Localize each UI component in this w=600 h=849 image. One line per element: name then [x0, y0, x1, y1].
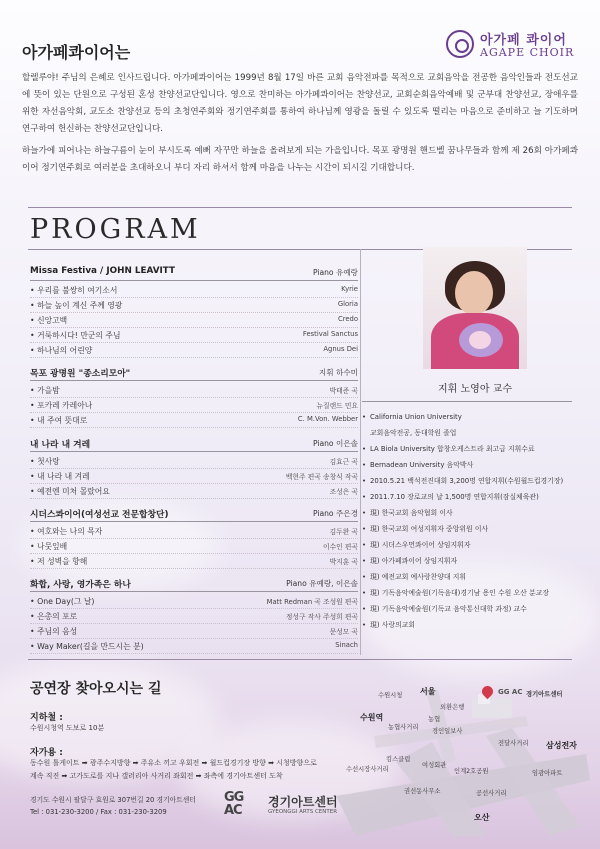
- program-item: [30, 639, 358, 654]
- map-label: 외환은행: [440, 704, 465, 711]
- car-directions-line2: 계속 직진 ➡ 고가도로를 지나 갤러리아 사거리 좌회전 ➡ 좌측에 경기아트센터 도착: [30, 772, 283, 780]
- program-item: [30, 624, 358, 639]
- item-credit: 이수인 편곡: [323, 543, 358, 551]
- venue-map: [336, 676, 590, 836]
- program-section: [30, 506, 358, 569]
- item-title: • 주님의 음성: [30, 626, 77, 637]
- map-label: 수원역: [360, 713, 384, 722]
- venue-phone: Tel : 031-230-3200 / Fax : 031-230-3209: [30, 808, 167, 816]
- bio-item: • 現) 예전교회 예사랑찬양대 지휘: [364, 569, 576, 585]
- agape-choir-logo: [446, 30, 576, 62]
- map-label: 임광아파트: [532, 770, 563, 777]
- program-heading: PROGRAM: [30, 214, 201, 245]
- program-section: [30, 365, 358, 428]
- conductor-photo: [423, 247, 527, 369]
- program-item: [30, 413, 358, 428]
- arts-center-name-en: GYEONGGI ARTS CENTER: [268, 809, 338, 815]
- map-label: 여성회관: [422, 762, 447, 769]
- map-label: 수선시장사거리: [346, 766, 389, 773]
- arts-center-mark-icon: GG AC: [224, 790, 244, 818]
- map-logo-mark-icon: GG AC: [498, 688, 523, 696]
- venue-address: 경기도 수원시 팔달구 효원로 307번길 20 경기아트센터: [30, 796, 196, 804]
- program-item: [30, 313, 358, 328]
- section-title: 화합, 사랑, 영가족은 하나: [30, 580, 131, 590]
- section-credit: Piano 주은경: [312, 509, 358, 518]
- bio-item: • 現) 시더스우먼콰이어 상임지휘자: [364, 537, 576, 553]
- bio-item: • 現) 한국교회 음악협회 이사: [364, 505, 576, 521]
- program-item: [30, 383, 358, 398]
- choir-emblem-icon: [446, 30, 474, 58]
- divider: [28, 659, 572, 660]
- bio-item: • 現) 한국교회 여성지휘자 중앙위원 이사: [364, 521, 576, 537]
- item-title: • 우리를 불쌍히 여기소서: [30, 285, 117, 296]
- item-title: • 나뭇잎배: [30, 541, 67, 552]
- item-credit: 정성구 작사 주성희 편곡: [285, 613, 358, 621]
- item-credit: Matt Redman 곡 조성원 편곡: [266, 598, 358, 606]
- item-credit: 문성모 곡: [329, 628, 358, 636]
- arts-center-name: 경기아트센터: [268, 795, 338, 809]
- item-title: • 하늘 높이 계신 주께 영광: [30, 300, 122, 311]
- item-credit: Gloria: [337, 300, 358, 308]
- program-item: [30, 539, 358, 554]
- section-title: 내 나라 내 겨레: [30, 440, 91, 450]
- section-credit: Piano 이은솔: [312, 439, 358, 448]
- program-item: [30, 328, 358, 343]
- item-title: • 포카레 카레아나: [30, 400, 92, 411]
- divider: [28, 207, 572, 208]
- item-credit: C. M.Von. Webber: [297, 415, 358, 423]
- conductor-name: 지휘 노영아 교수: [438, 384, 512, 395]
- item-title: • 여호와는 나의 목자: [30, 526, 102, 537]
- item-credit: 뉴질랜드 민요: [316, 402, 358, 410]
- section-credit: Piano 유예랑, 이은솔: [286, 579, 358, 588]
- bio-item: 교회음악전공, 동대학원 졸업: [370, 429, 457, 437]
- program-section: [30, 265, 358, 358]
- bio-item: • 現) 사랑의교회: [364, 617, 576, 633]
- gyeonggi-arts-center-logo: [224, 791, 354, 823]
- item-credit: 김효근 곡: [329, 458, 358, 466]
- item-title: • 가을밤: [30, 385, 60, 396]
- section-credit: 지휘 하수미: [318, 368, 358, 377]
- program-item: [30, 594, 358, 609]
- bio-item: • 現) 기독음악예술원(기독음대)경기남 용인 수원 오산 분교장: [364, 585, 576, 601]
- car-label: 자가용 :: [30, 748, 63, 758]
- program-section: [30, 576, 358, 654]
- item-title: • 거룩하시다! 만군의 주님: [30, 330, 120, 341]
- subway-text: 수원시청역 도보로 10분: [30, 724, 105, 732]
- map-label: 권선동사무소: [404, 788, 441, 795]
- map-label: 오산: [474, 813, 490, 822]
- map-label: 서울: [420, 687, 436, 696]
- item-credit: 박태준 곡: [329, 387, 358, 395]
- conductor-bio: [364, 409, 576, 633]
- bio-item: • LA Biola University 합창오케스트라 최고급 지휘수료: [364, 441, 576, 457]
- map-label: 경인일보사: [432, 728, 463, 735]
- item-title: • 은총의 포로: [30, 611, 77, 622]
- map-label: 전달사거리: [498, 740, 529, 747]
- logo-korean: 아가페 콰이어: [480, 33, 567, 48]
- logo-english: AGAPE CHOIR: [480, 46, 575, 59]
- item-credit: Kyrie: [341, 285, 358, 293]
- section-credit: Piano 유예랑: [312, 268, 358, 277]
- map-label: 공선사거리: [476, 790, 507, 797]
- item-credit: Credo: [337, 315, 358, 323]
- map-label: 농협사거리: [388, 724, 419, 731]
- section-title: 시더스콰이어(여성선교 전문합창단): [30, 510, 169, 520]
- item-credit: 김두완 곡: [329, 528, 358, 536]
- item-credit: Agnus Dei: [323, 345, 358, 353]
- directions-heading: 공연장 찾아오시는 길: [30, 681, 162, 697]
- item-title: • 내 나라 내 겨레: [30, 471, 90, 482]
- item-credit: 박지훈 곡: [329, 558, 358, 566]
- program-section: [30, 436, 358, 499]
- item-title: • 내 주여 뜻대로: [30, 415, 87, 426]
- program-item: [30, 609, 358, 624]
- section-title: Missa Festiva / JOHN LEAVITT: [30, 266, 175, 276]
- bio-item: • California Union University: [364, 409, 576, 425]
- item-credit: 조성은 곡: [329, 488, 358, 496]
- map-label: 수원시청: [378, 692, 403, 699]
- page-title: 아가페콰이어는: [22, 43, 131, 62]
- item-title: • Way Maker(길을 만드시는 분): [30, 641, 144, 652]
- section-title: 목포 광명원 "종소리모아": [30, 369, 131, 379]
- program-item: [30, 343, 358, 358]
- subway-label: 지하철 :: [30, 713, 63, 723]
- item-title: • 예전엔 미처 몰랐어요: [30, 486, 110, 497]
- bio-item: • 2011.7.10 장로교의 날 1,500명 연합지휘(잠실체육관): [364, 489, 576, 505]
- divider: [362, 401, 572, 402]
- program-item: [30, 454, 358, 469]
- program-item: [30, 469, 358, 484]
- intro-paragraph-2: 하늘가에 피어나는 하늘구름이 눈이 부시도록 예뻐 자꾸만 하늘을 올려보게 되는 가을입니다. 목포 광명원 핸드벨 꿈나무들과 함께 제 26회 아가페콰이어 정기연주회로 여러분을 초대하오니 부디 자리 하셔서 함께 마음을 나누는 시간이 되시길 기대합니다.: [22, 146, 578, 173]
- item-title: • 하나님의 어린양: [30, 345, 92, 356]
- program-item: [30, 283, 358, 298]
- item-title: • 첫사랑: [30, 456, 60, 467]
- map-roads: [336, 676, 590, 836]
- intro-paragraph-1: 할렐루야! 주님의 은혜로 인사드립니다. 아가페콰이어는 1999년 8월 17일 바른 교회 음악전파를 목적으로 교회음악을 전공한 음악인들과 전도선교에 뜻이 있는 단원으로 구성된 혼성 찬양선교단입니다. 영으로 찬미하는 아가페콰이어는 찬양선교, 교회순회음악예배 및 군부대 찬양선교, 장애우를 위한 자선음악회, 교도소 찬양선교 등의 초청연주회와 정기연주회를 통하여 하나님께 영광을 돌릴 수 있도록 떨리는 마음으로 준비하고 늘 기도하며 연구하여 헌신하는 찬양선교단입니다.: [22, 73, 578, 134]
- program-item: [30, 554, 358, 569]
- item-credit: Festival Sanctus: [302, 330, 358, 338]
- item-credit: 백현주 편곡 송창식 작곡: [285, 473, 358, 481]
- program-item: [30, 298, 358, 313]
- bio-item: • 2010.5.21 백석전진대회 3,200명 연합지휘(수원월드컵경기장): [364, 473, 576, 489]
- map-label: 인계2호공원: [454, 768, 489, 775]
- bio-item: • 現) 기독음악예술원(기독교 음악통신대학 과정) 교수: [364, 601, 576, 617]
- item-title: • One Day(그 날): [30, 596, 94, 607]
- map-label: 농협: [428, 716, 441, 723]
- column-divider: [360, 249, 361, 655]
- bio-item: • Bernadean University 음악박사: [364, 457, 576, 473]
- car-directions-line1: 동수원 톨게이트 ➡ 광주수지방향 ➡ 주유소 끼고 우회전 ➡ 월드컵경기장 방향 ➡ 시청방향으로: [30, 759, 317, 767]
- map-label: 경기아트센터: [526, 691, 563, 698]
- item-title: • 저 성벽을 향해: [30, 556, 87, 567]
- bio-item: • 現) 아가페콰이어 상임지휘자: [364, 553, 576, 569]
- item-title: • 신앙고백: [30, 315, 67, 326]
- item-credit: Sinach: [335, 641, 358, 649]
- map-label: 삼성전자: [546, 741, 577, 750]
- map-label: 킴스클럽: [386, 756, 411, 763]
- program-item: [30, 524, 358, 539]
- program-item: [30, 398, 358, 413]
- program-item: [30, 484, 358, 499]
